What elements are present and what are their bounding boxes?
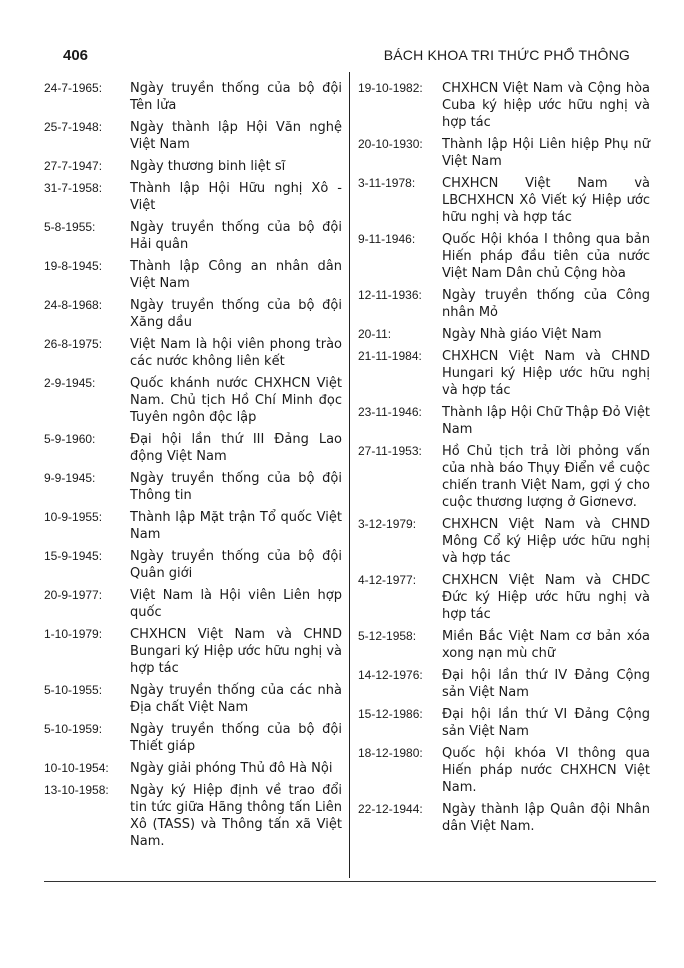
entry-date: 25-7-1948: xyxy=(44,120,103,134)
entry-date: 24-8-1968: xyxy=(44,298,103,312)
entry-date: 5-10-1959: xyxy=(44,722,103,736)
entry-date: 2-9-1945: xyxy=(44,376,96,390)
column-divider xyxy=(349,72,350,878)
date-entry xyxy=(358,745,650,796)
date-entry xyxy=(358,443,650,511)
date-entry xyxy=(358,801,650,835)
entry-date: 13-10-1958: xyxy=(44,783,109,797)
entry-date: 10-9-1955: xyxy=(44,510,103,524)
entry-date: 15-9-1945: xyxy=(44,549,103,563)
entry-description: CHXHCN Việt Nam và Cộng hòa Cuba ký hiệp ước hữu nghị và hợp tác xyxy=(442,81,650,130)
page-number: 406 xyxy=(63,47,89,64)
date-entry xyxy=(358,231,650,282)
entry-description: CHXHCN Việt Nam và CHND Mông Cổ ký Hiệp ước hữu nghị và hợp tác xyxy=(442,517,650,566)
date-entry xyxy=(358,287,650,321)
entry-date: 5-10-1955: xyxy=(44,683,103,697)
entry-description: Ngày Nhà giáo Việt Nam xyxy=(442,327,602,342)
date-entry xyxy=(44,119,342,153)
entry-description: Ngày ký Hiệp định về trao đổi tin tức giữa Hãng thông tấn Liên Xô (TASS) và Thông tấn xã Việt Nam. xyxy=(130,783,342,849)
date-entry xyxy=(358,80,650,131)
entry-description: Ngày thành lập Hội Văn nghệ Việt Nam xyxy=(130,120,342,152)
entry-date: 20-11: xyxy=(358,327,392,341)
date-entry xyxy=(44,587,342,621)
entry-description: Ngày thành lập Quân đội Nhân dân Việt Nam. xyxy=(442,802,650,834)
entry-date: 1-10-1979: xyxy=(44,627,103,641)
date-entry xyxy=(44,626,342,677)
entry-description: Việt Nam là Hội viên Liên hợp quốc xyxy=(130,588,342,620)
date-entry xyxy=(44,760,342,777)
date-entry xyxy=(358,404,650,438)
date-entry xyxy=(358,136,650,170)
entry-description: Ngày truyền thống của bộ đội Quân giới xyxy=(130,549,342,581)
entry-description: Miền Bắc Việt Nam cơ bản xóa xong nạn mù chữ xyxy=(442,629,650,661)
entry-date: 27-7-1947: xyxy=(44,159,103,173)
entry-description: Thành lập Hội Chữ Thập Đỏ Việt Nam xyxy=(442,405,650,437)
entry-description: Ngày truyền thống của bộ đội Thông tin xyxy=(130,471,342,503)
entry-date: 14-12-1976: xyxy=(358,668,423,682)
date-entry xyxy=(358,572,650,623)
entry-date: 31-7-1958: xyxy=(44,181,103,195)
entry-date: 20-9-1977: xyxy=(44,588,103,602)
entry-date: 4-12-1977: xyxy=(358,573,417,587)
entry-description: Ngày truyền thống của bộ đội Hải quân xyxy=(130,220,342,252)
entry-date: 23-11-1946: xyxy=(358,405,422,419)
date-entry xyxy=(44,721,342,755)
date-entry xyxy=(44,431,342,465)
entry-date: 12-11-1936: xyxy=(358,288,422,302)
date-entry xyxy=(44,258,342,292)
date-entry xyxy=(358,326,650,343)
date-entry xyxy=(44,180,342,214)
date-entry xyxy=(44,297,342,331)
date-entry xyxy=(358,348,650,399)
right-column xyxy=(358,80,650,840)
entry-date: 15-12-1986: xyxy=(358,707,423,721)
entry-date: 5-12-1958: xyxy=(358,629,417,643)
entry-description: Thành lập Công an nhân dân Việt Nam xyxy=(130,259,342,291)
entry-description: Đại hội lần thứ IV Đảng Cộng sản Việt Nam xyxy=(442,668,650,700)
entry-date: 22-12-1944: xyxy=(358,802,423,816)
entry-date: 20-10-1930: xyxy=(358,137,423,151)
entry-date: 5-9-1960: xyxy=(44,432,96,446)
entry-date: 19-10-1982: xyxy=(358,81,423,95)
entry-description: Đại hội lần thứ VI Đảng Cộng sản Việt Nam xyxy=(442,707,650,739)
entry-description: Thành lập Hội Liên hiệp Phụ nữ Việt Nam xyxy=(442,137,650,169)
left-column xyxy=(44,80,342,855)
entry-description: CHXHCN Việt Nam và CHDC Đức ký Hiệp ước hữu nghị và hợp tác xyxy=(442,573,650,622)
entry-description: Ngày truyền thống của bộ đội Tên lửa xyxy=(130,81,342,113)
entry-date: 19-8-1945: xyxy=(44,259,103,273)
running-title: BÁCH KHOA TRI THỨC PHỔ THÔNG xyxy=(383,47,630,63)
entry-date: 9-11-1946: xyxy=(358,232,416,246)
entry-description: CHXHCN Việt Nam và CHND Bungari ký Hiệp ước hữu nghị và hợp tác xyxy=(130,627,342,676)
date-entry xyxy=(44,336,342,370)
date-entry xyxy=(44,80,342,114)
entry-description: Hồ Chủ tịch trả lời phỏng vấn của nhà báo Thụy Điển về cuộc chiến tranh Việt Nam, gợi ý cho cuộc thương lượng ở Giơnevơ. xyxy=(442,444,650,510)
entry-description: Thành lập Hội Hữu nghị Xô - Việt xyxy=(130,181,342,213)
entry-description: Quốc hội khóa VI thông qua Hiến pháp nước CHXHCN Việt Nam. xyxy=(442,746,650,795)
entry-date: 10-10-1954: xyxy=(44,761,109,775)
entry-description: Quốc khánh nước CHXHCN Việt Nam. Chủ tịch Hồ Chí Minh đọc Tuyên ngôn độc lập xyxy=(130,376,342,425)
date-entry xyxy=(44,158,342,175)
date-entry xyxy=(44,509,342,543)
date-entry xyxy=(358,706,650,740)
date-entry xyxy=(358,628,650,662)
entry-date: 3-12-1979: xyxy=(358,517,417,531)
entry-description: CHXHCN Việt Nam và CHND Hungari ký Hiệp ước hữu nghị và hợp tác xyxy=(442,349,650,398)
entry-description: Quốc Hội khóa I thông qua bản Hiến pháp đầu tiên của nước Việt Nam Dân chủ Cộng hòa xyxy=(442,232,650,281)
entry-description: Ngày thương binh liệt sĩ xyxy=(130,159,286,174)
entry-date: 5-8-1955: xyxy=(44,220,96,234)
entry-description: Thành lập Mặt trận Tổ quốc Việt Nam xyxy=(130,510,342,542)
date-entry xyxy=(358,516,650,567)
date-entry xyxy=(44,375,342,426)
entry-date: 9-9-1945: xyxy=(44,471,96,485)
date-entry xyxy=(44,682,342,716)
entry-date: 21-11-1984: xyxy=(358,349,422,363)
date-entry xyxy=(44,470,342,504)
entry-description: Đại hội lần thứ III Đảng Lao động Việt Nam xyxy=(130,432,342,464)
date-entry xyxy=(44,219,342,253)
entry-date: 26-8-1975: xyxy=(44,337,103,351)
entry-description: Ngày giải phóng Thủ đô Hà Nội xyxy=(130,761,333,776)
entry-description: Ngày truyền thống của Công nhân Mỏ xyxy=(442,288,650,320)
entry-date: 3-11-1978: xyxy=(358,176,416,190)
date-entry xyxy=(44,782,342,850)
entry-description: Việt Nam là hội viên phong trào các nước không liên kết xyxy=(130,337,342,369)
entry-description: Ngày truyền thống của bộ đội Thiết giáp xyxy=(130,722,342,754)
entry-description: CHXHCN Việt Nam và LBCHXHCN Xô Viết ký Hiệp ước hữu nghị và hợp tác xyxy=(442,176,650,225)
entry-date: 18-12-1980: xyxy=(358,746,423,760)
date-entry xyxy=(44,548,342,582)
date-entry xyxy=(358,667,650,701)
entry-description: Ngày truyền thống của bộ đội Xăng dầu xyxy=(130,298,342,330)
entry-date: 24-7-1965: xyxy=(44,81,103,95)
bottom-rule xyxy=(44,881,656,882)
date-entry xyxy=(358,175,650,226)
entry-date: 27-11-1953: xyxy=(358,444,422,458)
entry-description: Ngày truyền thống của các nhà Địa chất Việt Nam xyxy=(130,683,342,715)
